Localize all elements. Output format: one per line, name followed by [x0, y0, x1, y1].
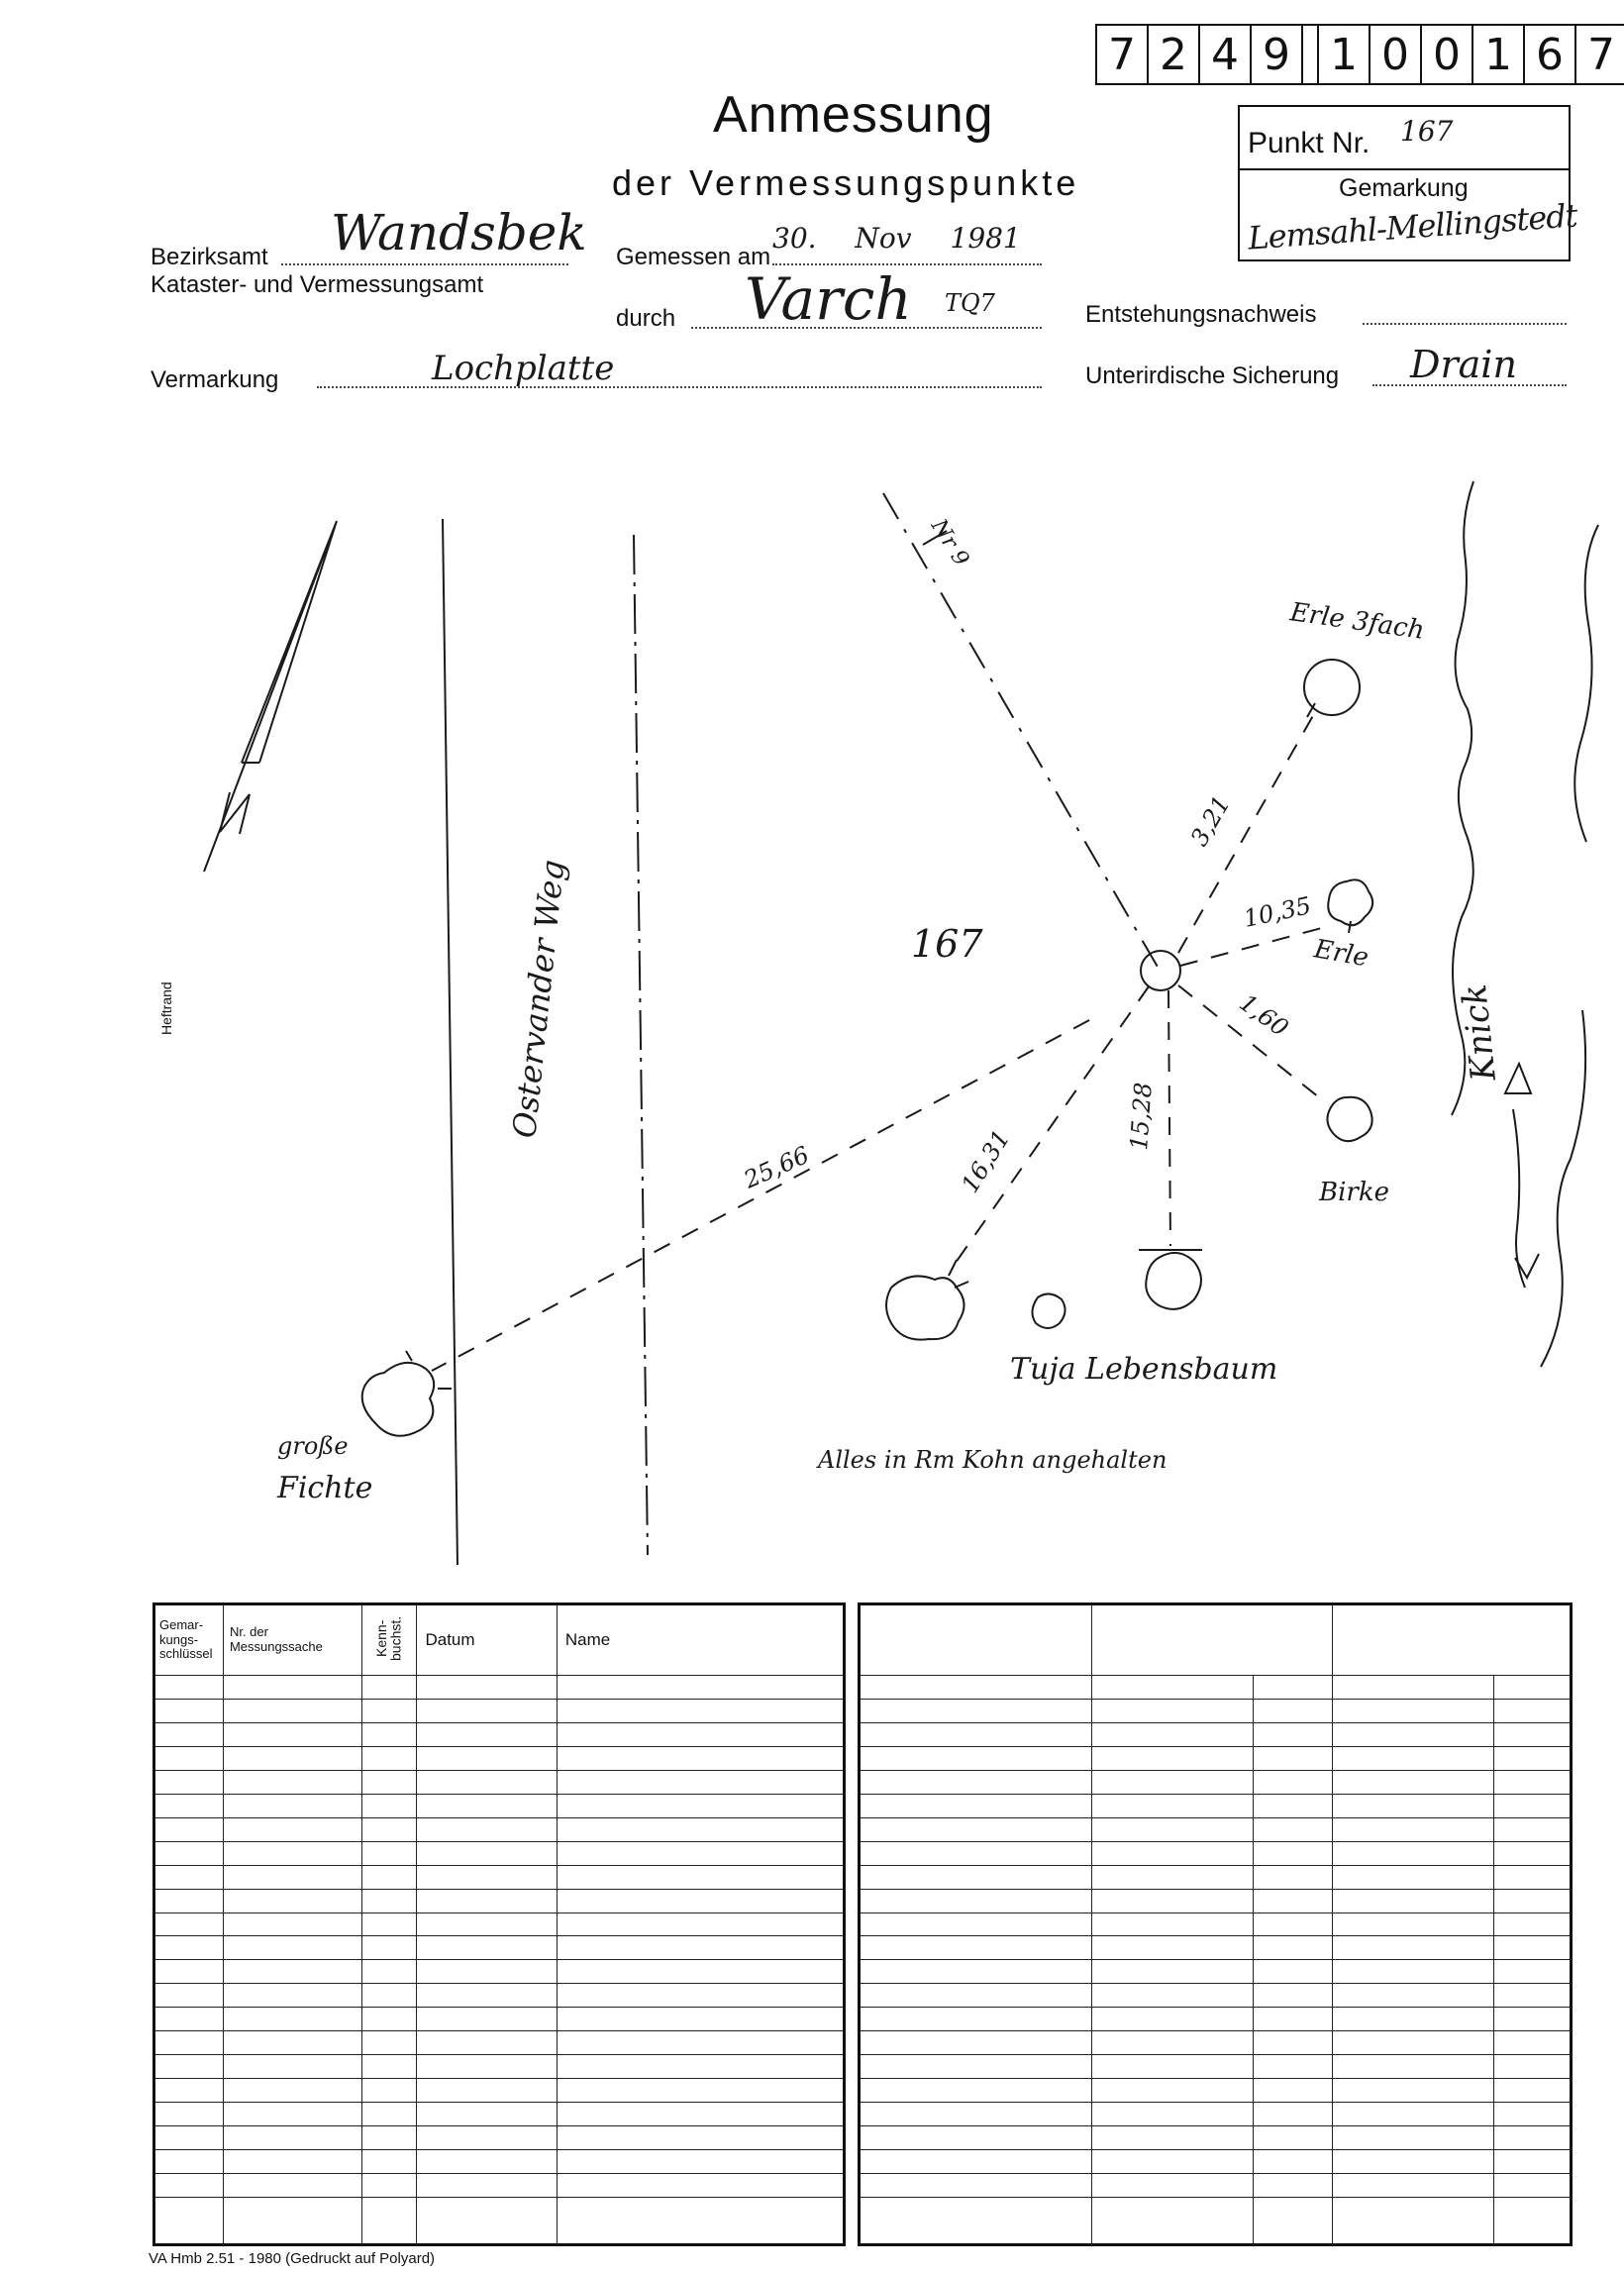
signature-scrawl: Varch [745, 265, 912, 333]
street-edge-right [634, 535, 648, 1555]
measurement-table-right [858, 1602, 1573, 2246]
id-digit: 0 [1420, 26, 1472, 83]
id-digit: 9 [1250, 26, 1301, 83]
dist-fichte: 25,66 [740, 1140, 814, 1194]
tree-left [886, 1276, 964, 1339]
id-digit: 7 [1108, 29, 1136, 80]
durch-value: TQ7 [945, 289, 995, 317]
street-label: Ostervander Weg [505, 858, 572, 1140]
tree-fichte [362, 1363, 434, 1436]
entstehung-label: Entstehungsnachweis [1085, 301, 1317, 328]
survey-point-167 [1141, 951, 1180, 990]
vermarkung-value: Lochplatte [432, 349, 615, 388]
id-digit: 1 [1472, 26, 1523, 83]
header-kennbuchstabe: Kenn-buchst. [361, 1604, 417, 1676]
tree-small [1032, 1293, 1065, 1328]
ditch-label: Knick [1454, 982, 1504, 1084]
header-name: Name [557, 1604, 844, 1676]
sicherung-label: Unterirdische Sicherung [1085, 362, 1340, 389]
label-fichte-1: große [277, 1432, 349, 1460]
reference-line [883, 493, 1159, 969]
bezirksamt-value: Wandsbek [331, 204, 587, 261]
tree-birke [1327, 1097, 1371, 1141]
point-number-label: 167 [911, 922, 983, 966]
header-messungssache: Nr. der Messungssache [223, 1604, 361, 1676]
punkt-value: 167 [1400, 115, 1454, 148]
label-fichte-2: Fichte [277, 1471, 373, 1505]
form-footer: VA Hmb 2.51 - 1980 (Gedruckt auf Polyard) [149, 2250, 436, 2267]
gemessen-value: 30. Nov 1981 [772, 222, 1021, 255]
id-digit: 6 [1523, 26, 1574, 83]
id-digit: 7 [1574, 26, 1624, 83]
vermarkung-label: Vermarkung [151, 366, 279, 393]
line-label: Nr 9 [925, 514, 974, 571]
label-birke: Birke [1319, 1178, 1389, 1207]
north-arrow-n [220, 792, 250, 834]
punkt-label: Punkt Nr. [1248, 127, 1370, 159]
sketch-note: Alles in Rm Kohn angehalten [818, 1446, 1167, 1474]
street-edge-left [443, 519, 457, 1565]
sicherung-value: Drain [1410, 343, 1517, 386]
amt-label: Kataster- und Vermessungsamt [151, 271, 484, 298]
header-datum: Datum [417, 1604, 557, 1676]
id-digit: 0 [1369, 26, 1420, 83]
dist-erle3: 3,21 [1184, 790, 1236, 851]
durch-label: durch [616, 305, 676, 332]
gemessen-label: Gemessen am [616, 244, 771, 270]
page-title: Anmessung [713, 86, 994, 144]
dist-erle: 10,35 [1241, 891, 1314, 933]
bezirksamt-label: Bezirksamt [151, 244, 268, 270]
label-tuja: Tuja Lebensbaum [1010, 1352, 1278, 1387]
header-gemarkungsschluessel: Gemar-kungs-schlüssel [154, 1604, 224, 1676]
id-digit: 2 [1147, 26, 1198, 83]
dist-lebensbaum: 15,28 [1125, 1081, 1158, 1152]
gemarkung-label: Gemarkung [1339, 174, 1469, 202]
heftrand-label: Heftrand [158, 982, 174, 1035]
tree-erle [1328, 879, 1372, 925]
tree-lebensbaum [1146, 1253, 1201, 1309]
measurement-table-left [152, 1602, 846, 2246]
dist-tree-left: 16,31 [956, 1125, 1016, 1198]
label-erle: Erle [1311, 934, 1371, 974]
label-erle3: Erle 3fach [1288, 597, 1427, 646]
id-digit: 1 [1317, 26, 1369, 83]
page-subtitle: der Vermessungspunkte [612, 162, 1080, 203]
id-digit: 4 [1198, 26, 1250, 83]
dist-birke: 1,60 [1234, 988, 1294, 1043]
gemarkung-value: Lemsahl-Mellingstedt [1247, 196, 1578, 258]
